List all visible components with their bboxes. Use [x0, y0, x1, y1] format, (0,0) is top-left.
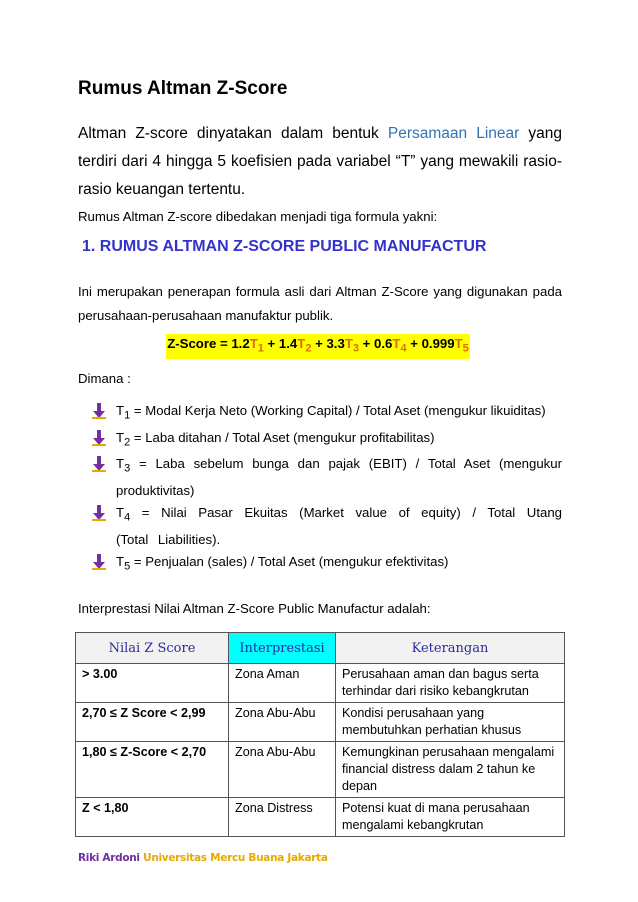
- variable-definition: = Laba sebelum bunga dan pajak (EBIT) / Total Aset (mengukur produktivitas): [116, 456, 562, 498]
- formula-part: + 0.6: [359, 336, 393, 351]
- header-keterangan: Keterangan: [336, 633, 565, 664]
- variable-definition: = Nilai Pasar Ekuitas (Market value of equity) / Total Utang (Total Liabilities).: [116, 504, 562, 547]
- table-row: [76, 798, 565, 837]
- footer-author: Riki Ardoni: [78, 852, 140, 864]
- formula-sub: 2: [305, 342, 312, 355]
- variable-subscript: 1: [124, 409, 131, 422]
- footer-university: Universitas: [143, 852, 207, 864]
- formula-part: + 3.3: [311, 336, 345, 351]
- cell-interprestasi: Zona Aman: [229, 664, 336, 703]
- variable-definition: = Modal Kerja Neto (Working Capital) / Total Aset (mengukur likuiditas): [130, 403, 546, 418]
- lead-paragraph: Rumus Altman Z-score dibedakan menjadi tiga formula yakni:: [78, 209, 438, 224]
- cell-interprestasi: Zona Distress: [229, 798, 336, 837]
- interpretation-lead: Interprestasi Nilai Altman Z-Score Public Manufactur adalah:: [78, 601, 431, 616]
- cell-z-score: 1,80 ≤ Z-Score < 2,70: [76, 742, 229, 798]
- persamaan-linear-link[interactable]: Persamaan Linear: [387, 125, 520, 142]
- table-row: [76, 664, 565, 703]
- cell-keterangan: Perusahaan aman dan bagus serta terhindar dari risiko kebangkrutan: [336, 664, 565, 703]
- table-row: [76, 703, 565, 742]
- formula-line: [0, 334, 638, 359]
- variable-subscript: 2: [124, 436, 131, 449]
- down-arrow-bullet-icon: [92, 505, 106, 521]
- dimana-label: Dimana :: [78, 371, 131, 386]
- intro-text-before: Altman Z-score dinyatakan dalam bentuk: [78, 125, 388, 142]
- table-row: [76, 742, 565, 798]
- cell-interprestasi: Zona Abu-Abu: [229, 703, 336, 742]
- cell-interprestasi: Zona Abu-Abu: [229, 742, 336, 798]
- formula-sub: 3: [352, 342, 359, 355]
- list-item: [92, 427, 562, 454]
- formula-sub: 5: [462, 342, 469, 355]
- formula-sub: 1: [257, 342, 264, 355]
- intro-paragraph: [78, 120, 562, 204]
- cell-z-score: > 3.00: [76, 664, 229, 703]
- interpretation-table: [75, 632, 565, 837]
- cell-keterangan: Potensi kuat di mana perusahaan mengalami kebangkrutan: [336, 798, 565, 837]
- formula-var: T: [344, 336, 353, 351]
- cell-z-score: Z < 1,80: [76, 798, 229, 837]
- table-header-row: [76, 633, 565, 664]
- formula-part: Z-Score = 1.2: [167, 336, 250, 351]
- cell-keterangan: Kondisi perusahaan yang membutuhkan perhatian khusus: [336, 703, 565, 742]
- header-nilai-z-score: Nilai Z Score: [76, 633, 229, 664]
- formula-var: T: [249, 336, 258, 351]
- z-score-formula: [166, 334, 470, 359]
- variable-definition: = Laba ditahan / Total Aset (mengukur profitabilitas): [130, 429, 435, 445]
- formula-var: T: [392, 336, 401, 351]
- page-title: Rumus Altman Z-Score: [78, 78, 288, 99]
- formula-var: T: [297, 336, 306, 351]
- section-number: 1.: [82, 238, 96, 255]
- formula-part: + 0.999: [406, 336, 455, 351]
- list-item: [92, 400, 562, 427]
- cell-keterangan: Kemungkinan perusahaan mengalami financial distress dalam 2 tahun ke depan: [336, 742, 565, 798]
- variable-symbol: T: [116, 403, 125, 418]
- section-heading: [82, 238, 486, 256]
- list-item: [92, 551, 562, 578]
- section-description: Ini merupakan penerapan formula asli dari Altman Z-Score yang digunakan pada perusahaan-perusahaan manufaktur publik.: [78, 284, 562, 323]
- variable-symbol: T: [116, 504, 125, 520]
- down-arrow-bullet-icon: [92, 456, 106, 472]
- cell-z-score: 2,70 ≤ Z Score < 2,99: [76, 703, 229, 742]
- variable-subscript: 4: [124, 511, 131, 524]
- footer-university-name: Mercu Buana Jakarta: [210, 852, 328, 864]
- formula-sub: 4: [400, 342, 407, 355]
- down-arrow-bullet-icon: [92, 403, 106, 419]
- down-arrow-bullet-icon: [92, 430, 106, 446]
- section-heading-text: RUMUS ALTMAN Z-SCORE PUBLIC MANUFACTUR: [99, 238, 487, 255]
- page-footer: [78, 852, 328, 864]
- down-arrow-bullet-icon: [92, 554, 106, 570]
- variable-subscript: 5: [124, 560, 131, 573]
- list-item: [92, 453, 562, 502]
- list-item: [92, 502, 562, 551]
- header-interprestasi: Interprestasi: [229, 633, 336, 664]
- variable-symbol: T: [116, 553, 125, 569]
- intro-text-after: yang terdiri dari 4 hingga 5 koefisien pada variabel “T” yang mewakili rasio-rasio keuangan tertentu.: [78, 125, 562, 198]
- variable-subscript: 3: [124, 462, 131, 475]
- variable-list: [92, 400, 562, 577]
- formula-var: T: [454, 336, 463, 351]
- variable-symbol: T: [116, 429, 125, 445]
- variable-symbol: T: [116, 456, 125, 472]
- formula-part: + 1.4: [263, 336, 298, 351]
- variable-definition: = Penjualan (sales) / Total Aset (mengukur efektivitas): [130, 553, 449, 569]
